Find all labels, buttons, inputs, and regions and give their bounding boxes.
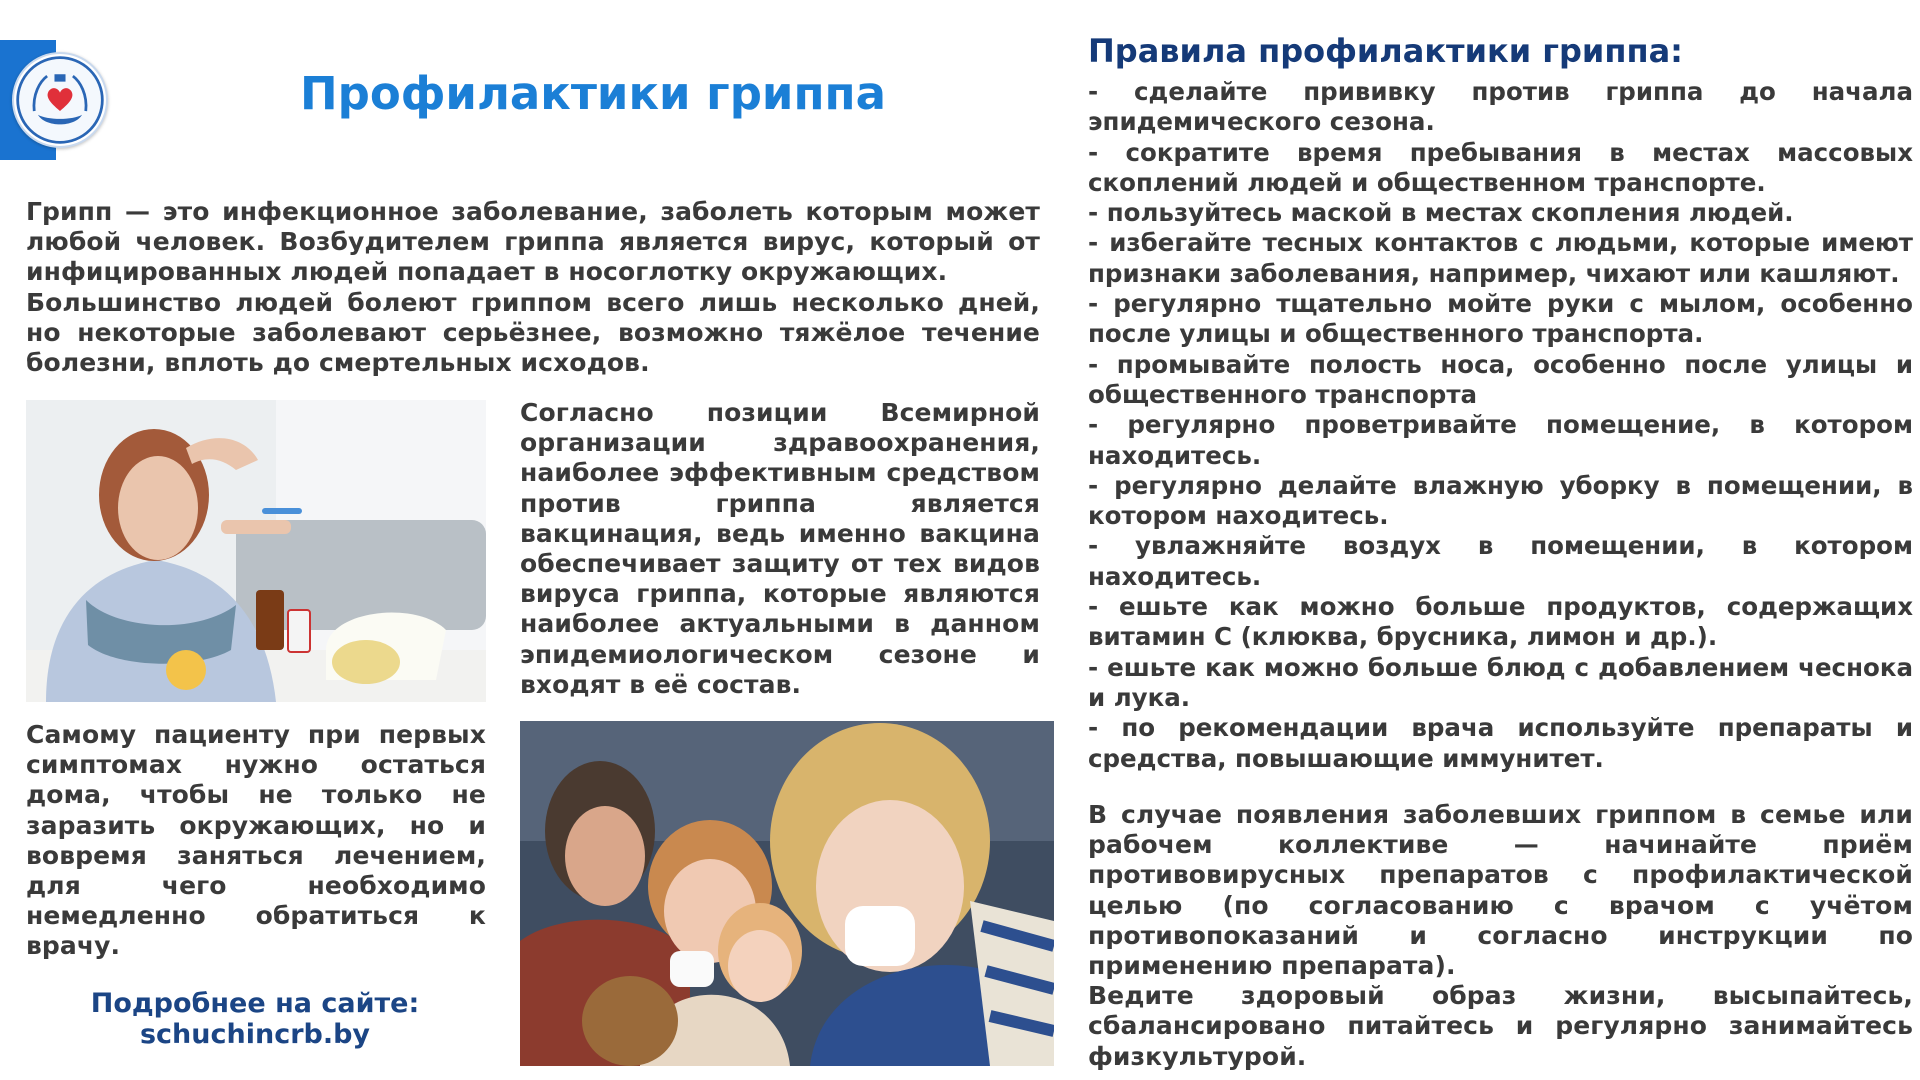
intro-paragraph-1: Грипп — это инфекционное заболевание, заболеть которым может любой человек. Возбудителем гриппа является вирус, который от инфицированных людей попадает в носоглотку окружающих. bbox=[26, 197, 1040, 287]
rule-item: - регулярно делайте влажную уборку в помещении, в котором находитесь. bbox=[1088, 470, 1913, 531]
rule-item: - сделайте прививку против гриппа до начала эпидемического сезона. bbox=[1088, 77, 1913, 137]
more-info-block bbox=[90, 988, 420, 1050]
sick-woman-thermometer-photo bbox=[26, 400, 486, 702]
sick-family-tissues-photo bbox=[520, 721, 1054, 1066]
antiviral-advice-paragraph: В случае появления заболевших гриппом в семье или рабочем коллективе — начинайте приём противовирусных препаратов с профилактической целью (по согласованию с врачом с учётом противопоказаний и согласно инструкции по применению препарата). bbox=[1088, 800, 1913, 981]
heart-hands-logo-icon bbox=[12, 52, 108, 148]
healthy-lifestyle-paragraph: Ведите здоровый образ жизни, высыпайтесь, сбалансировано питайтесь и регулярно занимайтесь физкультурой. bbox=[1088, 981, 1913, 1071]
rule-item: - ешьте как можно больше продуктов, содержащих витамин С (клюква, брусника, лимон и др.). bbox=[1088, 592, 1913, 652]
rule-item: - регулярно тщательно мойте руки с мылом, особенно после улицы и общественного транспорта. bbox=[1088, 289, 1913, 349]
rule-item: - избегайте тесных контактов с людьми, которые имеют признаки заболевания, например, чихают или кашляют. bbox=[1088, 228, 1913, 288]
page-title: Профилактики гриппа bbox=[300, 67, 886, 120]
rules-heading: Правила профилактики гриппа: bbox=[1088, 32, 1683, 70]
rule-item: - сократите время пребывания в местах массовых скоплений людей и общественном транспорте. bbox=[1088, 137, 1913, 197]
rule-item: - ешьте как можно больше блюд с добавлением чеснока и лука. bbox=[1088, 652, 1913, 712]
rule-item: - увлажняйте воздух в помещении, в котором находитесь. bbox=[1088, 531, 1913, 591]
rule-item: - по рекомендации врача используйте препараты и средства, повышающие иммунитет. bbox=[1088, 713, 1913, 773]
intro-paragraph-2: Большинство людей болеют гриппом всего лишь несколько дней, но некоторые заболевают серьёзнее, возможно тяжёлое течение болезни, вплоть до смертельных исходов. bbox=[26, 287, 1040, 378]
prevention-rules-list bbox=[1088, 77, 1913, 774]
rule-item: - пользуйтесь маской в местах скопления людей. bbox=[1088, 198, 1794, 228]
more-info-label: Подробнее на сайте: bbox=[90, 988, 420, 1019]
intro-text bbox=[26, 197, 1040, 378]
additional-advice-text bbox=[1088, 800, 1913, 1072]
rule-item: - промывайте полость носа, особенно после улицы и общественного транспорта bbox=[1088, 349, 1913, 409]
logo-graphic bbox=[14, 54, 106, 146]
patient-advice-text: Самому пациенту при первых симптомах нужно остаться дома, чтобы не только не заразить окружающих, но и вовремя заняться лечением, для чего необходимо немедленно обратиться к врачу. bbox=[26, 720, 486, 961]
rule-item: - регулярно проветривайте помещение, в котором находитесь. bbox=[1088, 410, 1913, 470]
website-link[interactable]: schuchincrb.by bbox=[139, 1019, 371, 1050]
who-vaccination-text: Согласно позиции Всемирной организации здравоохранения, наиболее эффективным средством против гриппа является вакцинация, ведь именно вакцина обеспечивает защиту от тех видов вируса гриппа, которые являются наиболее актуальными в данном эпидемиологическом сезоне и входят в её состав. bbox=[520, 398, 1040, 699]
